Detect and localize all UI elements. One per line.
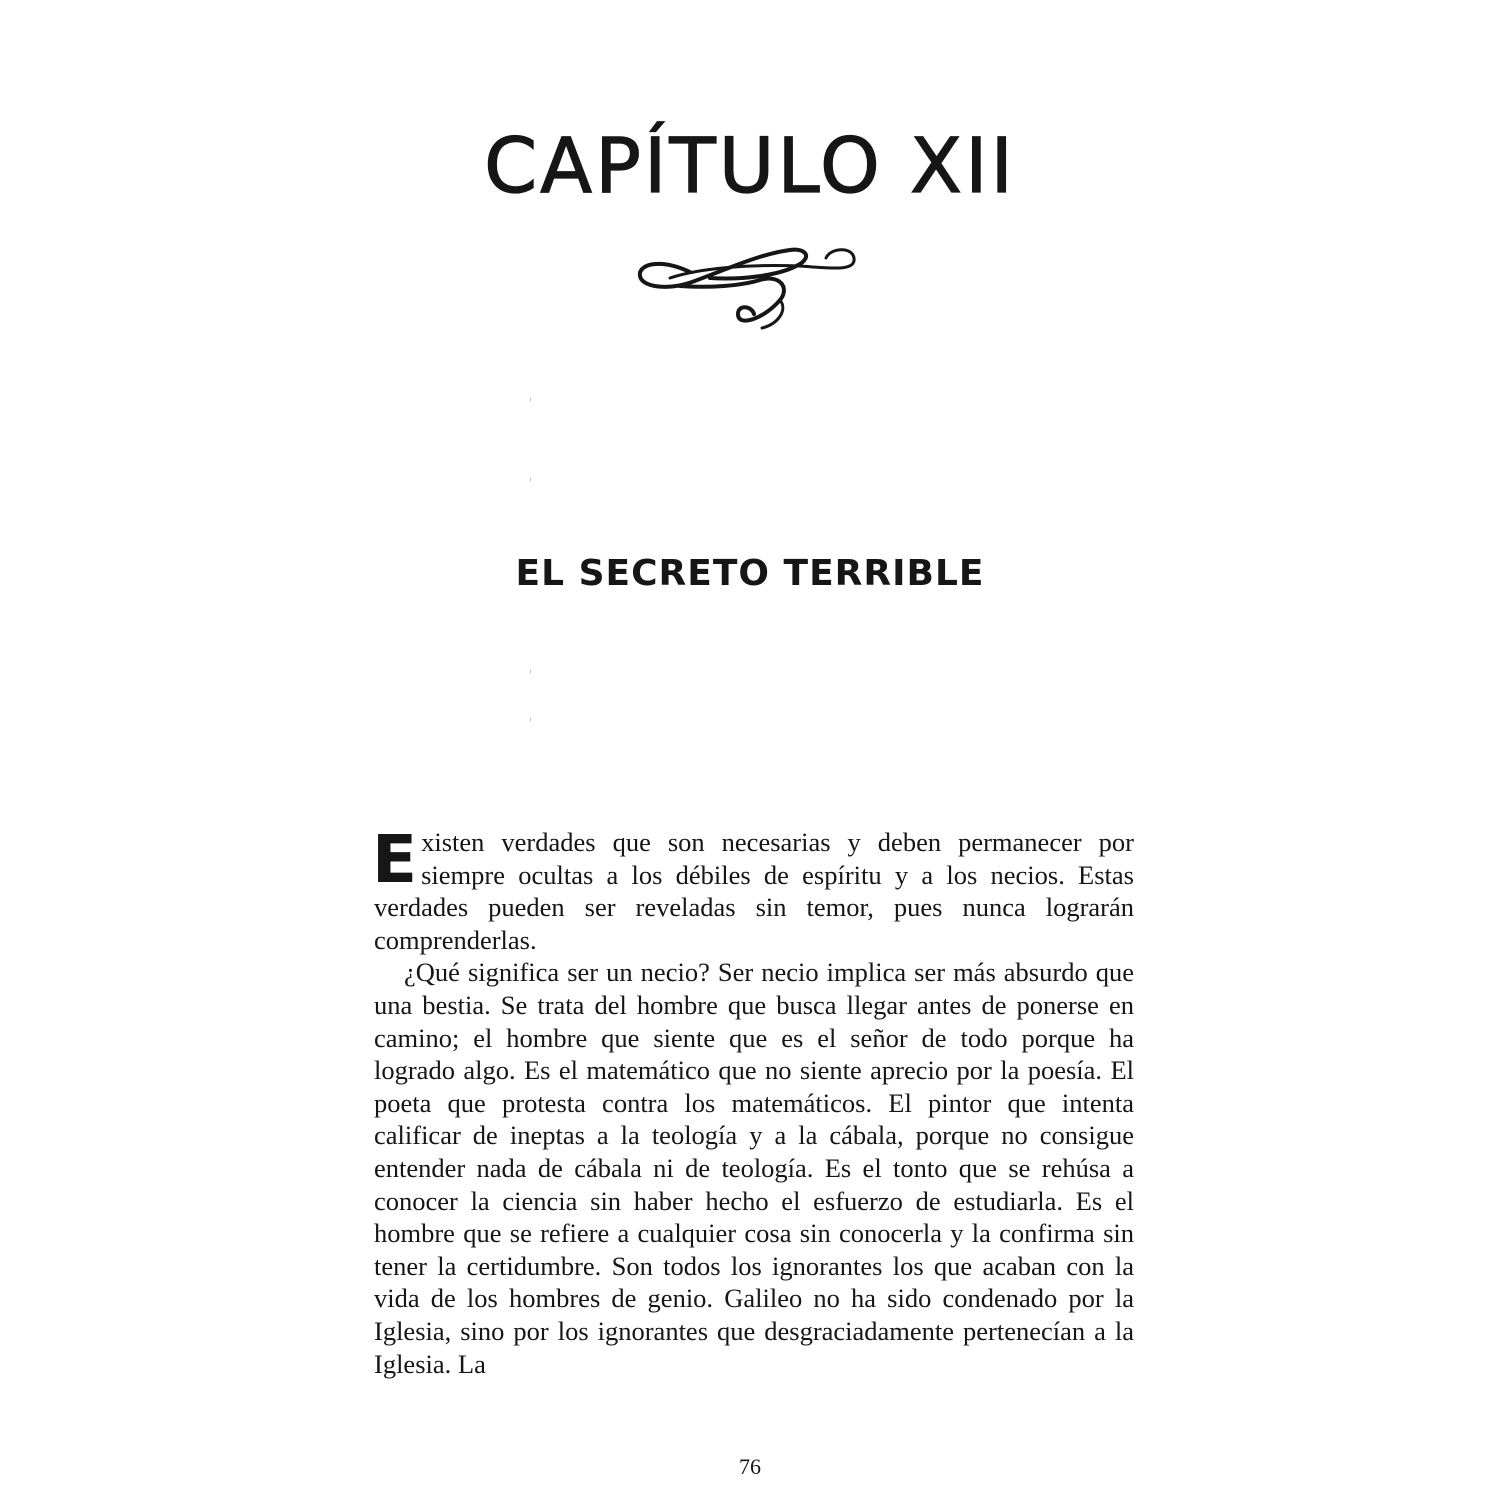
paragraph: ¿Qué significa ser un necio? Ser necio implica ser más absurdo que una bestia. Se trata del hombre que busca llegar antes de ponerse en camino; el hombre que siente que es el señor de todo porque ha logrado algo. Es el matemático que no siente aprecio por la poesía. El poeta que protesta contra los matemáticos. El pintor que intenta calificar de ineptas a la teología y a la cábala, porque no consigue entender nada de cábala ni de teología. Es el tonto que se rehúsa a conocer la ciencia sin haber hecho el esfuerzo de estudiarla. Es el hombre que se refiere a cualquier cosa sin conocerla y la confirma sin tener la certidumbre. Son todos los ignorantes los que acaban con la vida de los hombres de genio. Galileo no ha sido condenado por la Iglesia, sino por los ignorantes que desgraciadamente pertenecían a la Iglesia. La xyxy=(374,957,1134,1379)
paragraph-text: xisten verdades que son necesarias y deben permanecer por siempre ocultas a los débiles de espíritu y a los necios. Estas verdades pueden ser reveladas sin temor, pues nunca lograrán comprenderlas. xyxy=(374,827,1134,955)
flourish-ornament-icon xyxy=(630,228,860,338)
chapter-title: CAPÍTULO XII xyxy=(484,121,1016,210)
drop-cap: E xyxy=(372,821,418,898)
section-title: EL SECRETO TERRIBLE xyxy=(515,553,985,594)
scan-speck xyxy=(530,718,531,721)
paragraph xyxy=(372,821,1134,956)
body-text xyxy=(372,821,1134,1380)
scan-speck xyxy=(530,398,531,401)
scan-speck xyxy=(530,670,531,673)
scan-speck xyxy=(530,478,531,481)
page-number: 76 xyxy=(739,1454,761,1479)
